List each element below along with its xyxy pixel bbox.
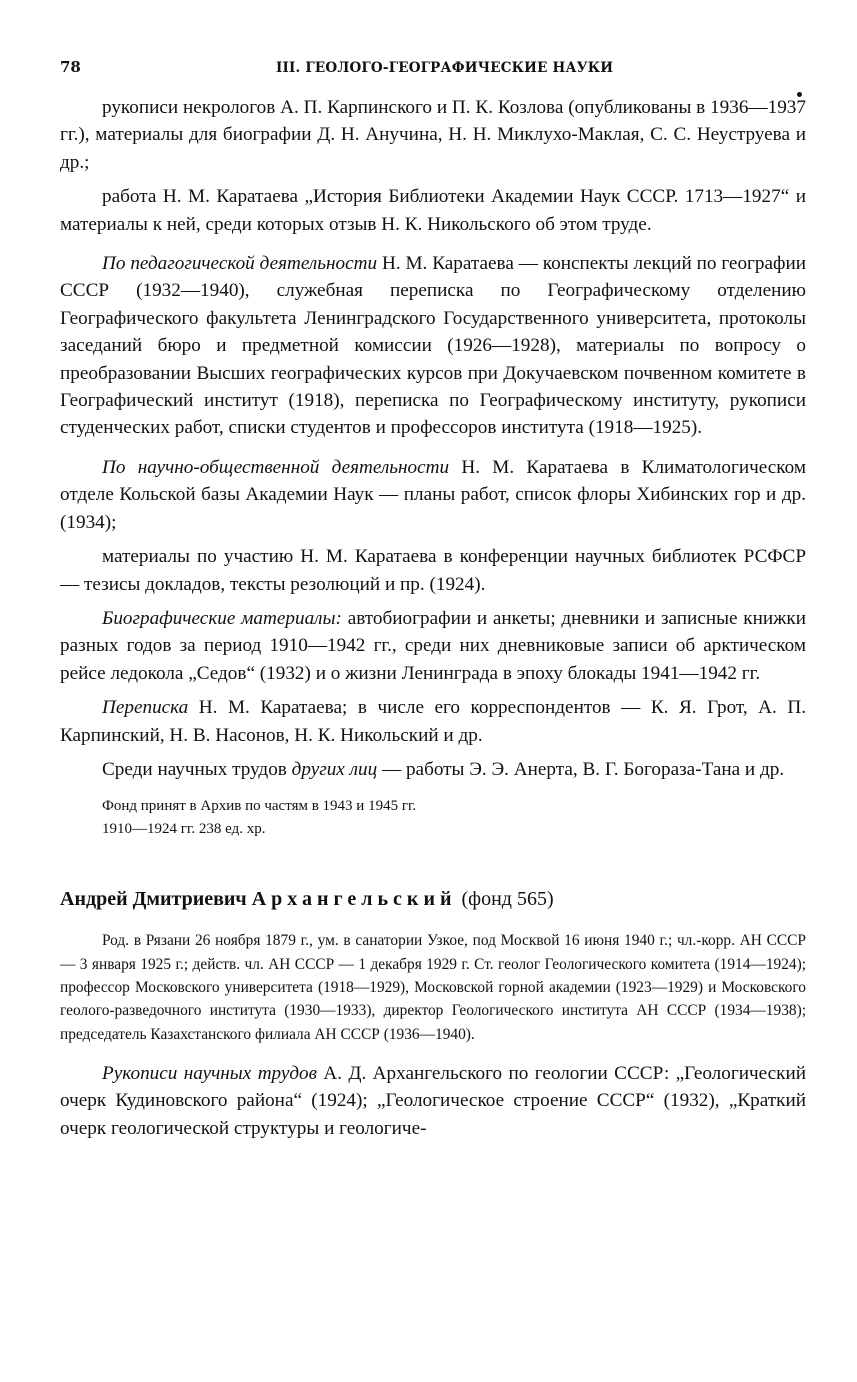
biographical-heading: Биографические материалы: [102,607,342,629]
page-header [60,56,806,86]
manuscripts-heading: Рукописи научных трудов [102,1062,317,1084]
paragraph-correspondence [60,694,806,749]
pedagogical-heading: По педагогической деятельности [102,253,378,275]
section-title: III. ГЕОЛОГО-ГЕОГРАФИЧЕСКИЕ НАУКИ [276,60,614,76]
entry-name: Андрей Дмитриевич [60,888,247,911]
paragraph-manuscripts [60,1060,806,1142]
public-activity-text: Н. М. Каратаева в Климатологическом отделе Кольской базы Академии Наук — планы работ, список флоры Хибинских гор и др. (1934); [60,456,806,533]
pedagogical-text: Н. М. Каратаева — конспекты лекций по географии СССР (1932—1940), служебная переписка по Географическому отделению Географического факультета Ленинградского Государственного университета, протоколы заседаний бюро и предметной комиссии (1926—1928), материалы по вопросу о преобразовании Высших географических курсов при Докучаевском почвенном комитете в Географический институт (1918), переписка по Географическому институту, рукописи студенческих работ, списки студентов и профессоров института (1918—1925). [60,253,806,439]
paragraph-pedagogical [60,250,806,442]
other-works-text: — работы Э. Э. Анерта, В. Г. Богораза-Тана и др. [377,758,785,780]
page-number: 78 [60,58,81,76]
entry-biography: Род. в Рязани 26 ноября 1879 г., ум. в санатории Узкое, под Москвой 16 июня 1940 г.; чл.-корр. АН СССР — 3 января 1925 г.; действ. чл. АН СССР — 1 декабря 1929 г. Ст. геолог Геологического комитета (1914—1924); профессор Московского университета (1918—1929), Московской горной академии (1923—1929) и Московского геолого-разведочного института (1930—1933), директор Геологического института АН СССР (1934—1938); председатель Казахстанского филиала АН СССР (1936—1940). [60,932,806,1043]
other-works-italic: других лиц [291,758,378,780]
other-works-start: Среди научных трудов [102,758,292,780]
correspondence-text: Н. М. Каратаева; в числе его корреспондентов — К. Я. Грот, А. П. Карпинский, Н. В. Насонов, Н. К. Никольский и др. [60,697,806,746]
biographical-text: автобиографии и анкеты; дневники и записные книжки разных годов за период 1910—1942 гг., среди них дневниковые записи об арктическом рейсе ледокола „Седов“ (1932) и о жизни Ленинграда в эпоху блокады 1941—1942 гг. [60,607,806,684]
paragraph-obituaries: рукописи некрологов А. П. Карпинского и П. К. Козлова (опубликованы в 1936—1937 гг.), материалы для биографии Д. Н. Анучина, Н. Н. Миклухо-Маклая, С. С. Неуструева и др.; [60,97,806,173]
correspondence-heading: Переписка [102,697,189,719]
entry-surname: Архангельский [251,888,457,911]
entry-heading [60,885,806,913]
paragraph-public-activity [60,454,806,536]
entry-fund-number: (фонд 565) [461,888,554,911]
manuscripts-text: А. Д. Архангельского по геологии СССР: „Геологический очерк Кудиновского района“ (1924); „Геологическое строение СССР“ (1932), „Краткий очерк геологической структуры и геологиче- [60,1062,806,1139]
fund-note-units: 1910—1924 гг. 238 ед. хр. [102,821,266,838]
paragraph-conference: материалы по участию Н. М. Каратаева в конференции научных библиотек РСФСР — тезисы докладов, тексты резолюций и пр. (1924). [60,546,806,595]
paragraph-biographical [60,605,806,687]
fund-note-accepted: Фонд принят в Архив по частям в 1943 и 1945 гг. [102,798,417,815]
paragraph-other-works [60,756,806,783]
document-page [60,56,806,1142]
paragraph-library-history: работа Н. М. Каратаева „История Библиотеки Академии Наук СССР. 1713—1927“ и материалы к ней, среди которых отзыв Н. К. Никольского об этом труде. [60,186,806,235]
public-activity-heading: По научно-общественной деятельности [102,456,450,478]
